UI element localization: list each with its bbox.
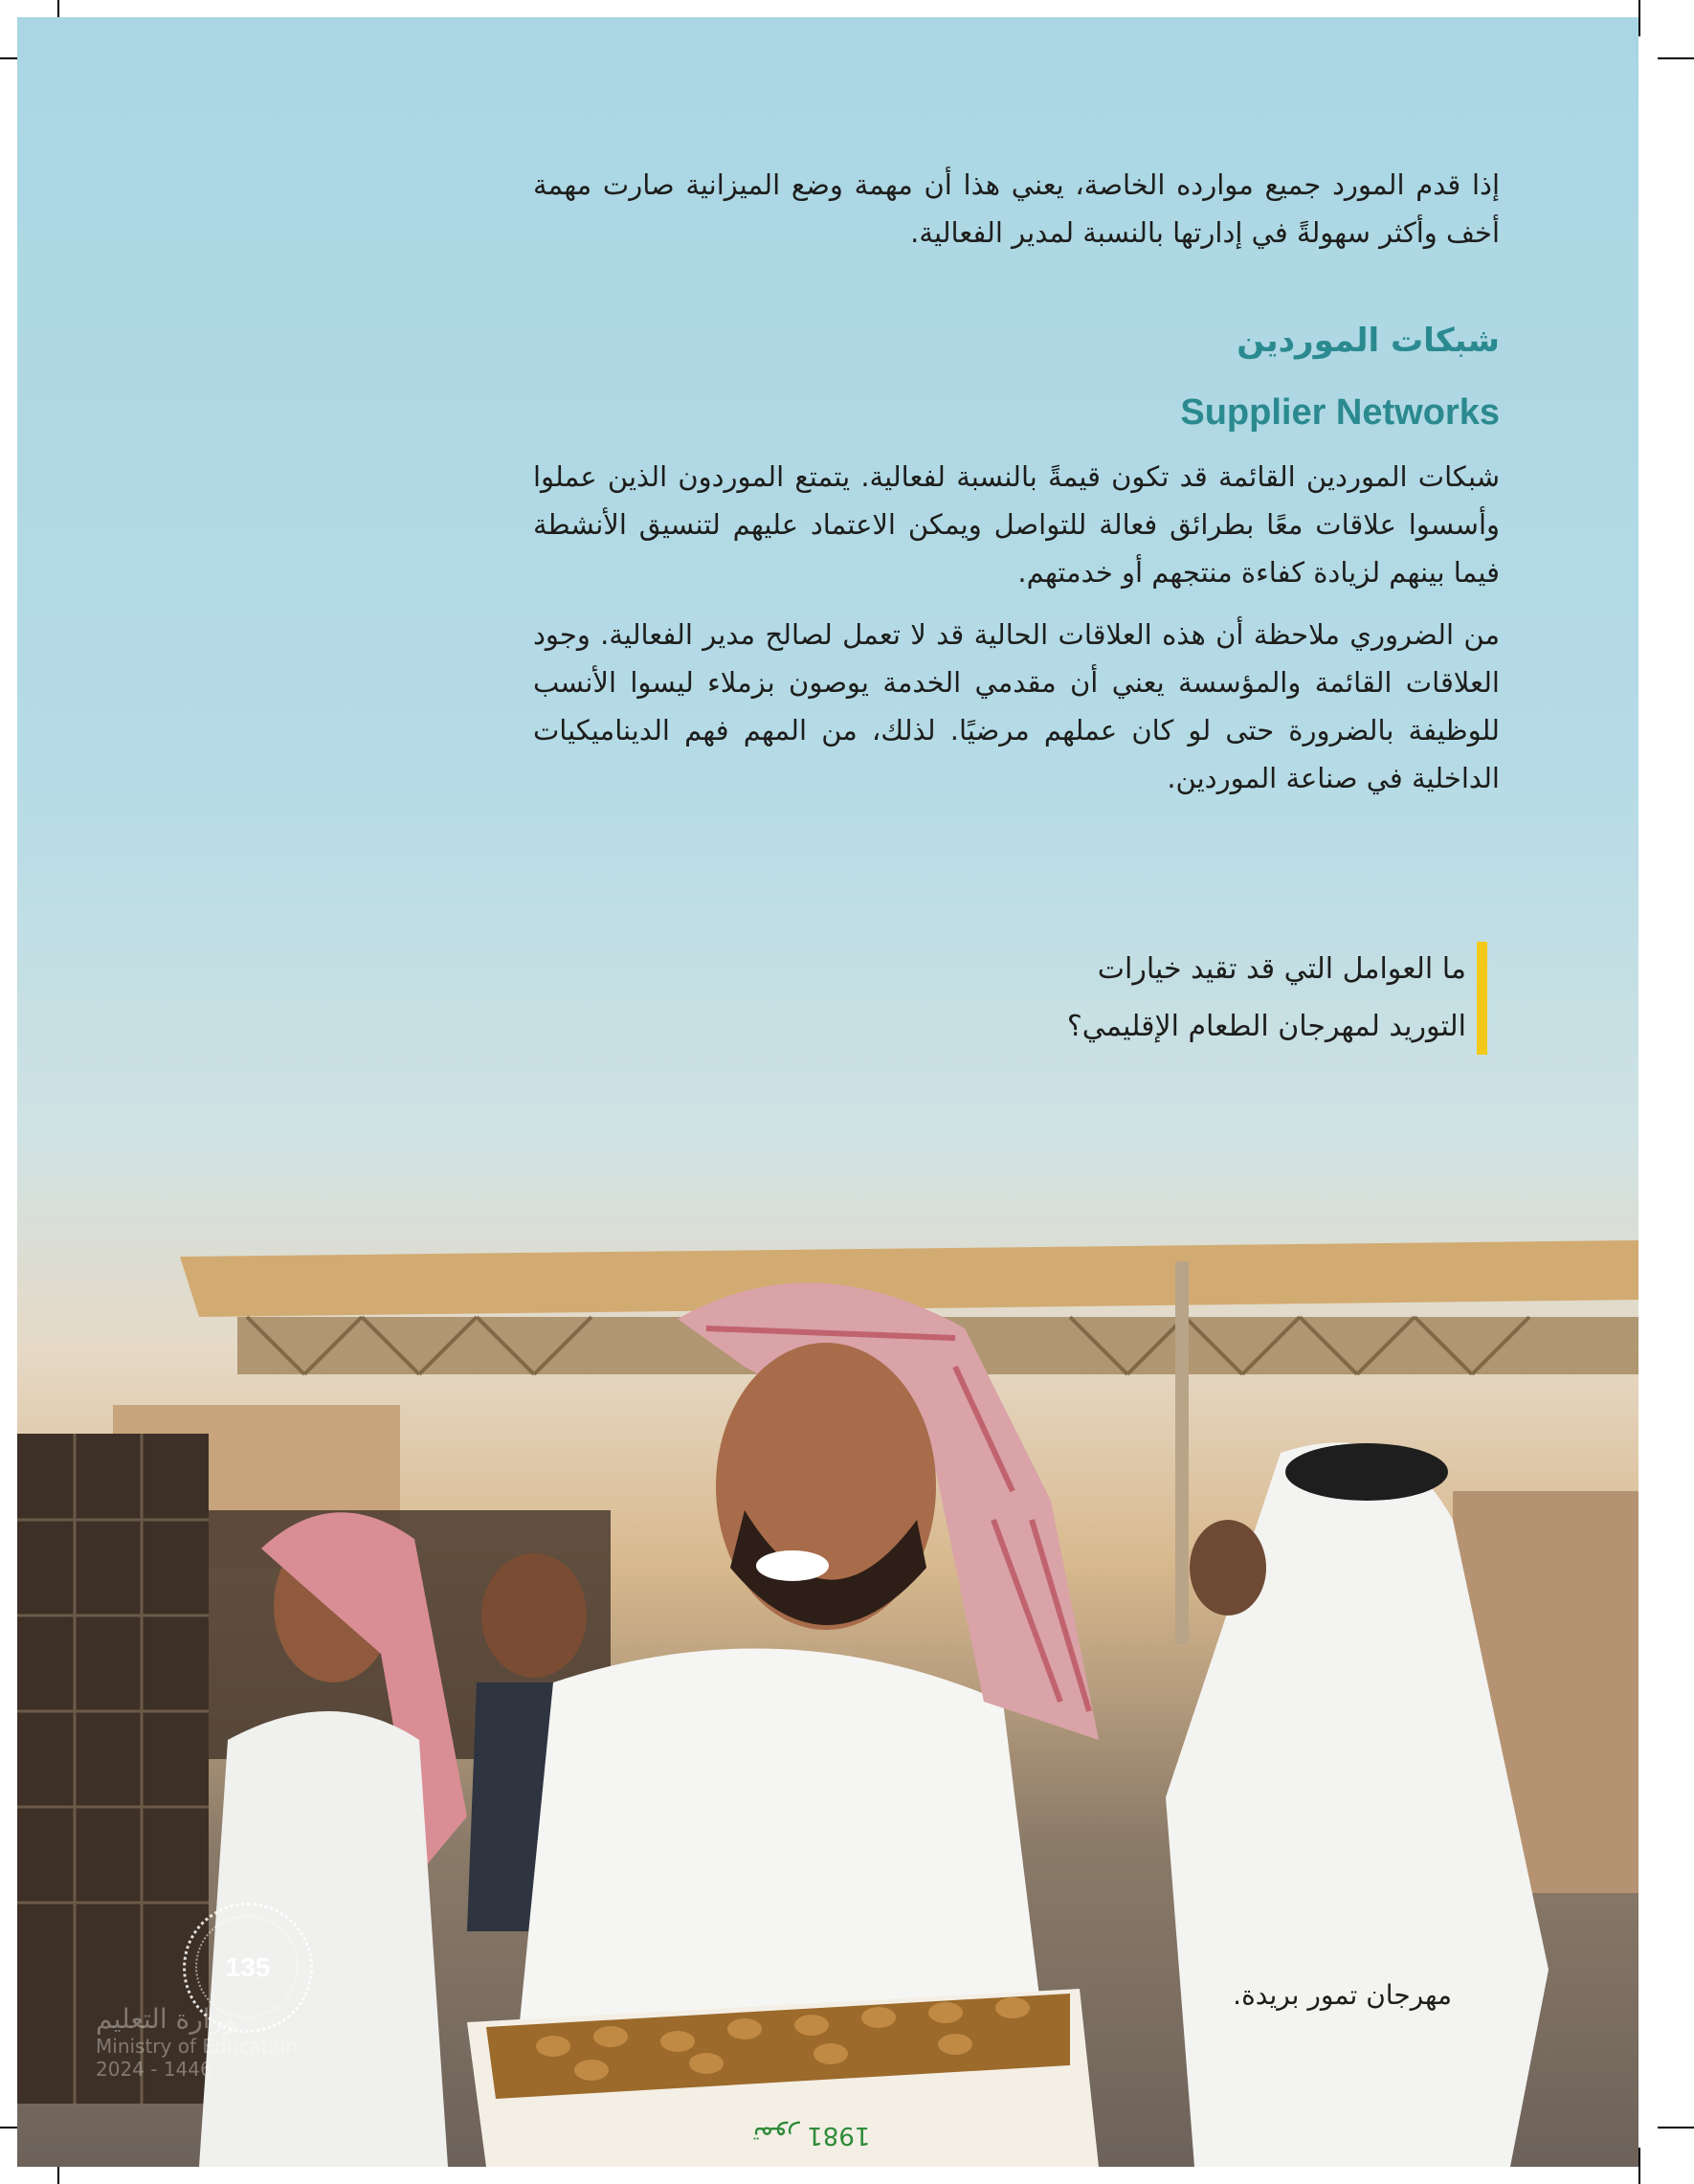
- textbook-page: [17, 17, 1638, 2167]
- man-right-agal: [1285, 1443, 1448, 1501]
- discussion-question: [969, 941, 1466, 1056]
- photo-caption: مهرجان تمور بريدة.: [1233, 1979, 1452, 2011]
- question-line-2: التوريد لمهرجان الطعام الإقليمي؟: [1066, 1010, 1466, 1043]
- ministry-watermark: [96, 2003, 335, 2147]
- watermark-english: Ministry of Education: [96, 2035, 298, 2058]
- man-far-head: [1190, 1520, 1266, 1616]
- canopy-pillar: [1175, 1261, 1189, 1644]
- question-accent-bar: [1477, 942, 1487, 1055]
- section-heading-arabic: شبكات الموردين: [1237, 322, 1500, 360]
- crop-mark: [1638, 2148, 1640, 2184]
- page-number: 135: [225, 1952, 271, 1982]
- paragraph-supplier-networks: شبكات الموردين القائمة قد تكون قيمةً بالنسبة لفعالية. يتمتع الموردون الذين عملوا وأسسوا علاقات معًا بطرائق فعالة للتواصل ويمكن الاعتماد عليهم لتنسيق الأنشطة فيما بينهم لزيادة كفاءة منتجهم أو خدمتهم.: [533, 460, 1500, 589]
- crop-mark: [1658, 2127, 1694, 2128]
- crop-mark: [1638, 0, 1640, 36]
- watermark-arabic: وزارة التعليم: [96, 2003, 236, 2035]
- crop-mark: [1658, 57, 1694, 59]
- watermark-year: 2024 - 1446: [96, 2058, 212, 2081]
- paragraph-relationships: من الضروري ملاحظة أن هذه العلاقات الحالية قد لا تعمل لصالح مدير الفعالية. وجود العلاقات القائمة والمؤسسة يعني أن مقدمي الخدمة يوصون بزملاء ليسوا الأنسب للوظيفة بالضرورة حتى لو كان عملهم مرضيًا. لذلك، من المهم فهم الديناميكيات الداخلية في صناعة الموردين.: [533, 618, 1500, 794]
- man-main-smile: [756, 1550, 829, 1581]
- paragraph-budget: إذا قدم المورد جميع موارده الخاصة، يعني هذا أن مهمة وضع الميزانية صارت مهمة أخف وأكثر سهولةً في إدارتها بالنسبة لمدير الفعالية.: [533, 168, 1500, 249]
- section-heading-english: Supplier Networks: [1180, 392, 1500, 433]
- box-label: تمور 1981: [752, 2121, 871, 2150]
- question-line-1: ما العوامل التي قد تقيد خيارات: [1097, 952, 1466, 986]
- man-back-head: [481, 1553, 587, 1678]
